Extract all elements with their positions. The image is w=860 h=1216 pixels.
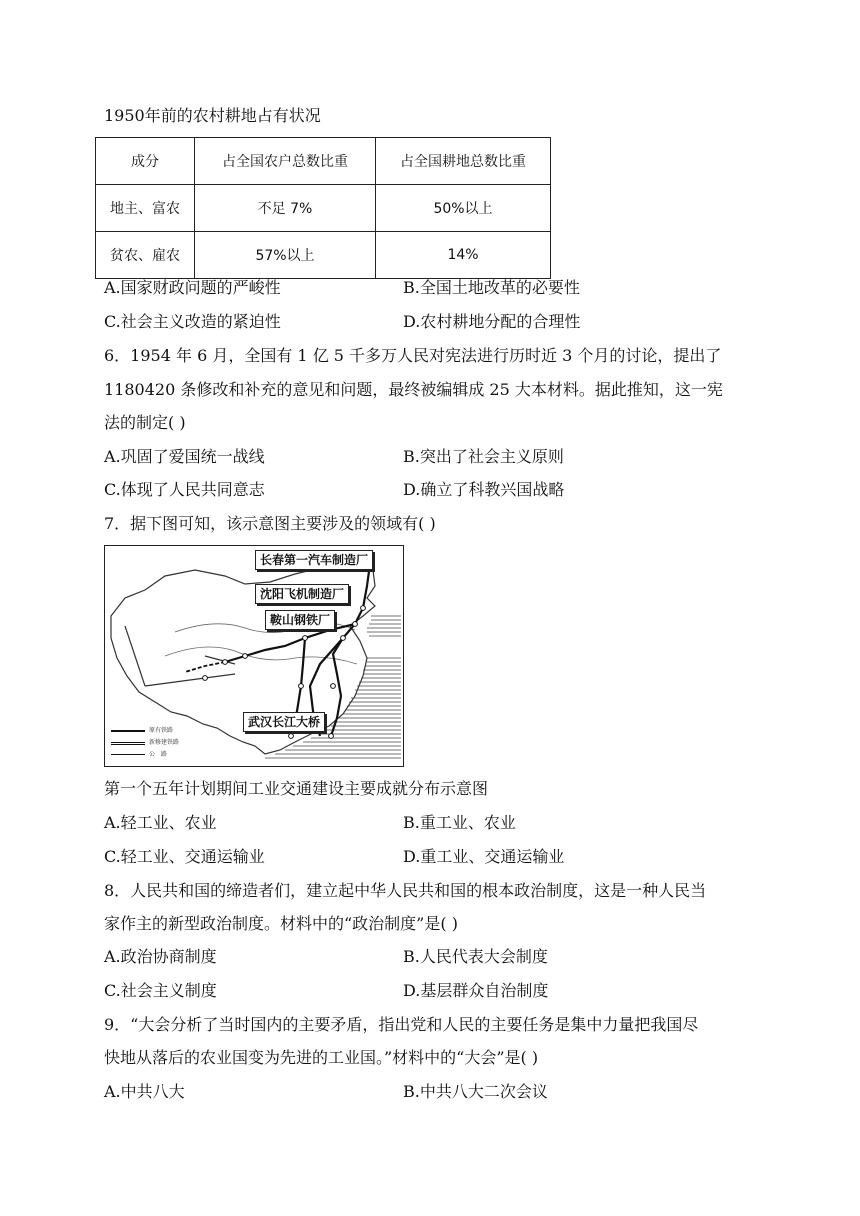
table-header-cell: 成分 [96,138,195,185]
map-label-wuhan: 武汉长江大桥 [243,712,325,732]
q8-stem-line-2: 家作主的新型政治制度。材料中的“政治制度”是( ) [104,914,458,933]
q5-option-d: D.农村耕地分配的合理性 [403,312,581,331]
q5-option-a: A.国家财政问题的严峻性 [104,278,281,297]
table-row [96,232,551,279]
q6-stem-line-3: 法的制定( ) [104,413,186,432]
table-header-row [96,138,551,185]
q9-option-a: A.中共八大 [104,1082,185,1101]
table-header-cell: 占全国农户总数比重 [195,138,376,185]
table-cell: 贫农、雇农 [96,232,195,279]
table-cell: 57%以上 [195,232,376,279]
q8-option-c: C.社会主义制度 [104,981,217,1000]
q7-option-a: A.轻工业、农业 [104,813,217,832]
q9-stem-line-1: 9．“大会分析了当时国内的主要矛盾，指出党和人民的主要任务是集中力量把我国尽 [104,1015,699,1034]
table-cell: 50%以上 [376,185,551,232]
q7-option-c: C.轻工业、交通运输业 [104,847,265,866]
q6-option-b: B.突出了社会主义原则 [403,447,564,466]
q8-option-d: D.基层群众自治制度 [403,981,549,1000]
q6-option-a: A.巩固了爱国统一战线 [104,447,265,466]
q9-option-b: B.中共八大二次会议 [403,1082,548,1101]
table-header-cell: 占全国耕地总数比重 [376,138,551,185]
q6-stem-line-1: 6．1954 年 6 月，全国有 1 亿 5 千多万人民对宪法进行历时近 3 个月的讨论，提出了 [104,346,722,365]
q7-option-d: D.重工业、交通运输业 [403,847,565,866]
legend-label: 新修建铁路 [149,739,180,746]
map-caption: 第一个五年计划期间工业交通建设主要成就分布示意图 [104,779,489,798]
table-cell: 14% [376,232,551,279]
q7-stem: 7．据下图可知，该示意图主要涉及的领域有( ) [104,514,436,533]
q9-stem-line-2: 快地从落后的农业国变为先进的工业国。”材料中的“大会”是( ) [104,1048,539,1067]
q8-stem-line-1: 8．人民共和国的缔造者们，建立起中华人民共和国的根本政治制度，这是一种人民当 [104,881,707,900]
table-cell: 不足 7% [195,185,376,232]
table-title: 1950年前的农村耕地占有状况 [104,106,321,125]
q6-option-c: C.体现了人民共同意志 [104,480,265,499]
land-ownership-table [95,137,551,279]
table-cell: 地主、富农 [96,185,195,232]
legend-label: 原有铁路 [149,727,174,734]
q8-option-a: A.政治协商制度 [104,947,217,966]
map-label-changchun: 长春第一汽车制造厂 [255,550,373,570]
map-label-anshan: 鞍山钢铁厂 [265,610,335,630]
q8-option-b: B.人民代表大会制度 [403,947,548,966]
q6-stem-line-2: 1180420 条修改和补充的意见和问题，最终被编辑成 25 大本材料。据此推知，这一宪 [104,380,723,399]
q7-option-b: B.重工业、农业 [403,813,516,832]
industry-transport-map [104,545,404,767]
table-row [96,185,551,232]
q5-option-b: B.全国土地改革的必要性 [403,278,580,297]
legend-label: 公 路 [149,751,168,758]
map-legend [109,724,201,764]
map-label-shenyang: 沈阳飞机制造厂 [255,584,349,604]
q5-option-c: C.社会主义改造的紧迫性 [104,312,281,331]
q6-option-d: D.确立了科教兴国战略 [403,480,565,499]
